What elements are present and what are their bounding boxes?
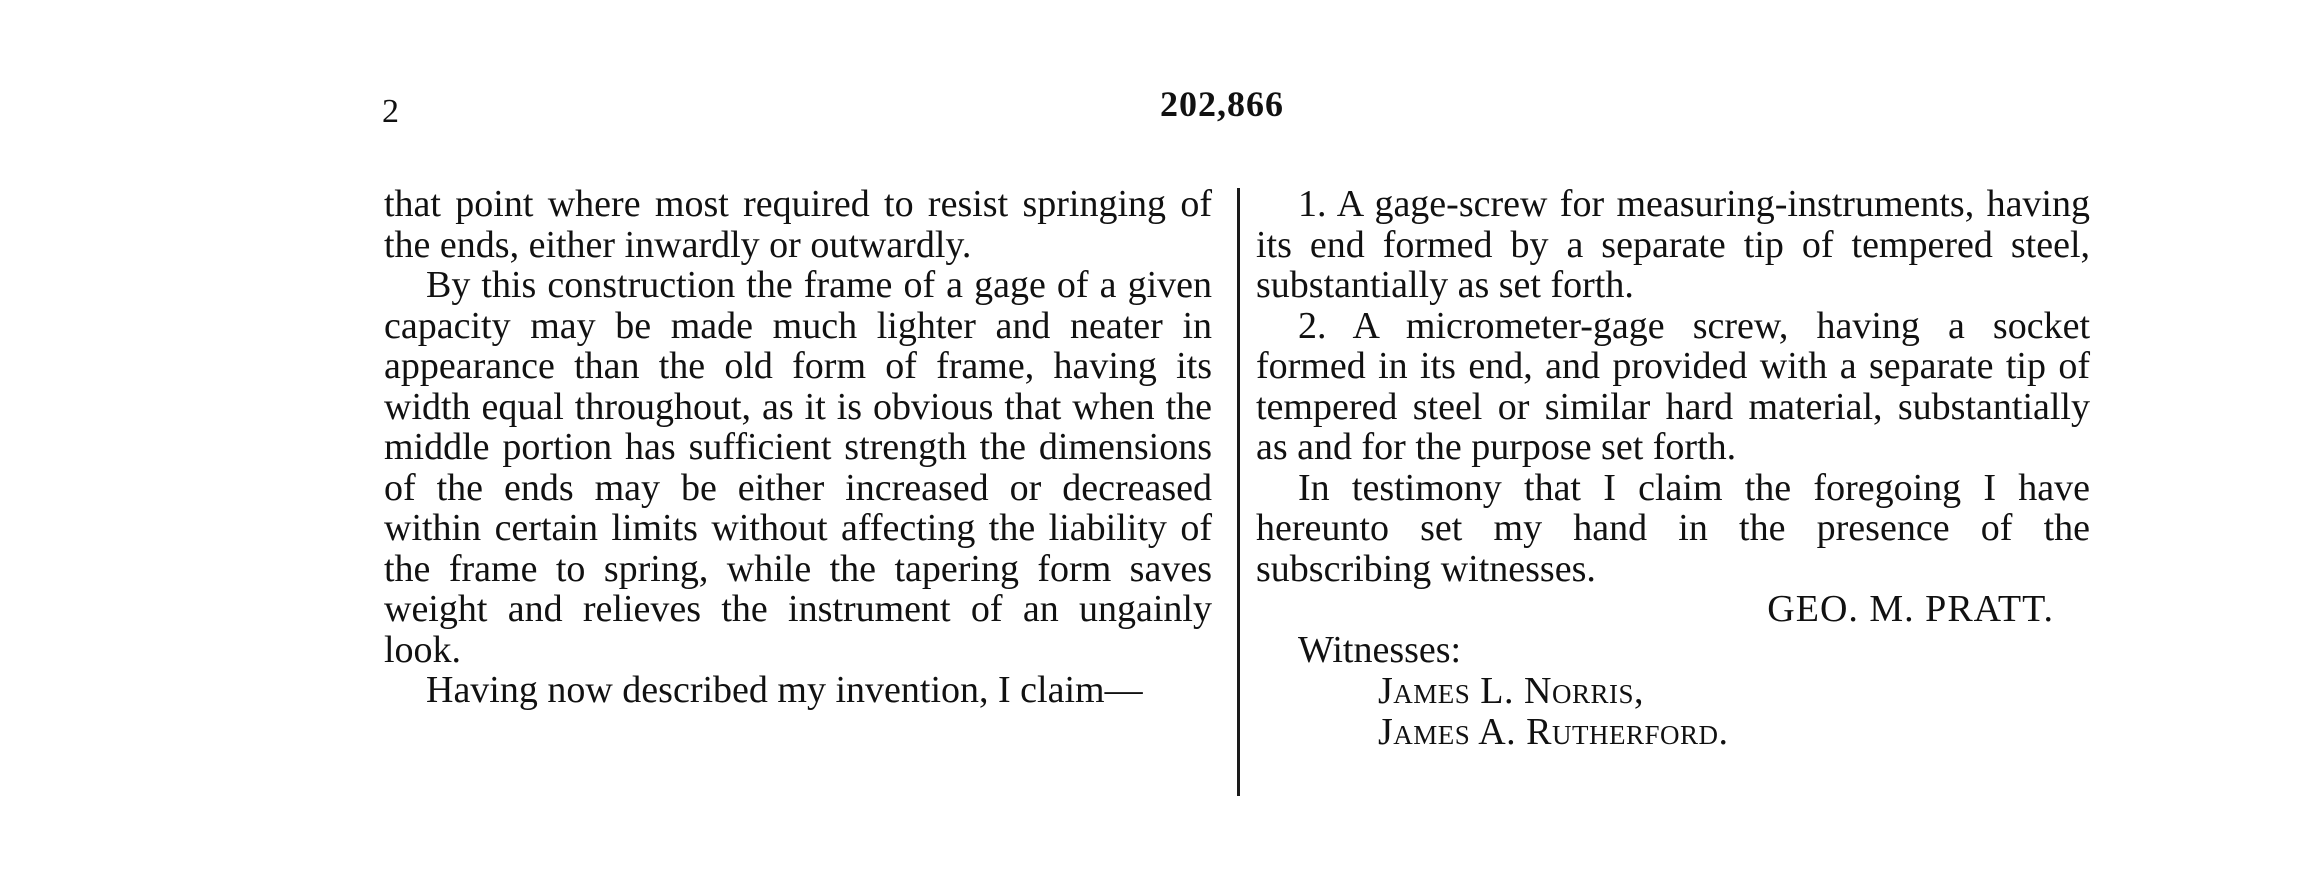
witnesses-label: Witnesses: — [1298, 629, 1462, 671]
right-column — [1256, 184, 2090, 753]
column-divider — [1237, 188, 1240, 796]
page-number: 2 — [382, 93, 399, 130]
left-column — [384, 184, 1212, 711]
signature: GEO. M. PRATT. — [1767, 588, 2054, 630]
witness-name: James L. Norris, — [1378, 670, 1644, 712]
testimony-paragraph: In testimony that I claim the foregoing I have hereunto set my hand in the presence of the subscribing witnesses. — [1256, 466, 2090, 590]
left-paragraph-3: Having now described my invention, I claim— — [426, 669, 1143, 711]
left-paragraph-1: that point where most required to resist springing of the ends, either inwardly or outwardly. — [384, 183, 1212, 266]
patent-number: 202,866 — [1160, 84, 1284, 124]
witness-name: James A. Rutherford. — [1378, 711, 1729, 753]
claim-1: 1. A gage-screw for measuring-instruments, having its end formed by a separate tip of tempered steel, substantially as set forth. — [1256, 183, 2090, 306]
claim-2: 2. A micrometer-gage screw, having a socket formed in its end, and provided with a separate tip of tempered steel or similar hard material, substantially as and for the purpose set forth. — [1256, 304, 2090, 468]
left-paragraph-2: By this construction the frame of a gage of a given capacity may be made much lighter and neater in appearance than the old form of frame, having its width equal throughout, as it is obvious that when the middle portion has sufficient strength the dimensions of the ends may be either increased or decreased within certain limits without affecting the liability of the frame to spring, while the tapering form saves weight and relieves the instrument of an ungainly look. — [384, 264, 1212, 671]
